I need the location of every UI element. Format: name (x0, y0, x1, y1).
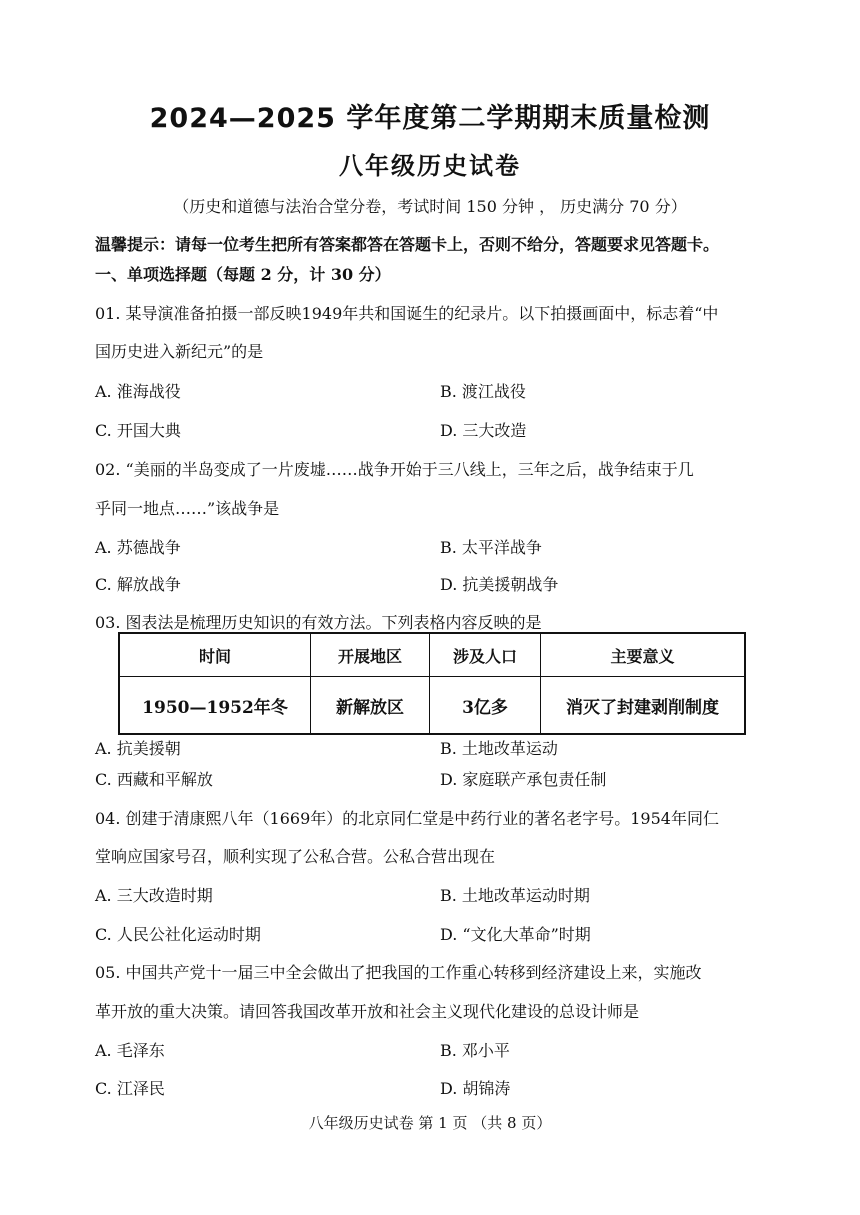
exam-note: （历史和道德与法治合堂分卷，考试时间 150 分钟 ， 历史满分 70 分） (173, 197, 687, 216)
exam-title: 2024—2025 学年度第二学期期末质量检测 (149, 103, 711, 134)
question-3-option-b: B. 土地改革运动 (440, 739, 558, 758)
question-3-table (118, 632, 746, 735)
question-5-option-a: A. 毛泽东 (95, 1041, 165, 1060)
question-2-option-a: A. 苏德战争 (95, 538, 181, 557)
question-3-stem: 03. 图表法是梳理历史知识的有效方法。下列表格内容反映的是 (95, 613, 542, 632)
table-cell: 消灭了封建剥削制度 (541, 677, 746, 735)
table-header-cell: 开展地区 (311, 633, 430, 677)
table-header-row (119, 633, 745, 677)
table-header-cell: 时间 (119, 633, 311, 677)
table-cell: 新解放区 (311, 677, 430, 735)
exam-subtitle: 八年级历史试卷 (339, 152, 521, 180)
question-1-option-c: C. 开国大典 (95, 421, 181, 440)
table-header-cell: 涉及人口 (430, 633, 541, 677)
question-2-stem-line-2: 乎同一地点……”该战争是 (95, 499, 280, 518)
table-header-cell: 主要意义 (541, 633, 746, 677)
question-4-option-b: B. 土地改革运动时期 (440, 886, 590, 905)
question-4-stem-line-2: 堂响应国家号召，顺利实现了公私合营。公私合营出现在 (95, 847, 496, 866)
section-heading: 一、单项选择题（每题 2 分，计 30 分） (95, 265, 391, 284)
question-3-option-a: A. 抗美援朝 (95, 739, 181, 758)
question-4-option-a: A. 三大改造时期 (95, 886, 213, 905)
page-footer: 八年级历史试卷 第 1 页 （共 8 页） (308, 1114, 552, 1132)
question-5-option-d: D. 胡锦涛 (440, 1079, 511, 1098)
question-2-option-c: C. 解放战争 (95, 575, 181, 594)
question-5-stem-line-2: 革开放的重大决策。请回答我国改革开放和社会主义现代化建设的总设计师是 (95, 1002, 640, 1021)
question-1-option-a: A. 淮海战役 (95, 382, 181, 401)
question-5-stem-line-1: 05. 中国共产党十一届三中全会做出了把我国的工作重心转移到经济建设上来，实施改 (95, 963, 702, 982)
question-5-option-b: B. 邓小平 (440, 1041, 510, 1060)
question-4-option-d: D. “文化大革命”时期 (440, 925, 591, 944)
question-2-stem-line-1: 02. “美丽的半岛变成了一片废墟……战争开始于三八线上，三年之后，战争结束于几 (95, 460, 694, 479)
question-2-option-b: B. 太平洋战争 (440, 538, 542, 557)
question-1-stem-line-1: 01. 某导演准备拍摄一部反映1949年共和国诞生的纪录片。以下拍摄画面中，标志着“中 (95, 304, 719, 323)
question-1-option-d: D. 三大改造 (440, 421, 527, 440)
question-4-option-c: C. 人民公社化运动时期 (95, 925, 261, 944)
question-1-stem-line-2: 国历史进入新纪元”的是 (95, 342, 264, 361)
table-row (119, 677, 745, 735)
question-1-option-b: B. 渡江战役 (440, 382, 526, 401)
question-3-option-c: C. 西藏和平解放 (95, 770, 213, 789)
warm-tip: 温馨提示：请每一位考生把所有答案都答在答题卡上，否则不给分，答题要求见答题卡。 (95, 235, 720, 254)
question-5-option-c: C. 江泽民 (95, 1079, 165, 1098)
question-3-option-d: D. 家庭联产承包责任制 (440, 770, 607, 789)
table-cell: 1950—1952年冬 (119, 677, 311, 735)
table-cell: 3亿多 (430, 677, 541, 735)
question-4-stem-line-1: 04. 创建于清康熙八年（1669年）的北京同仁堂是中药行业的著名老字号。1954年同仁 (95, 809, 719, 828)
question-2-option-d: D. 抗美援朝战争 (440, 575, 559, 594)
